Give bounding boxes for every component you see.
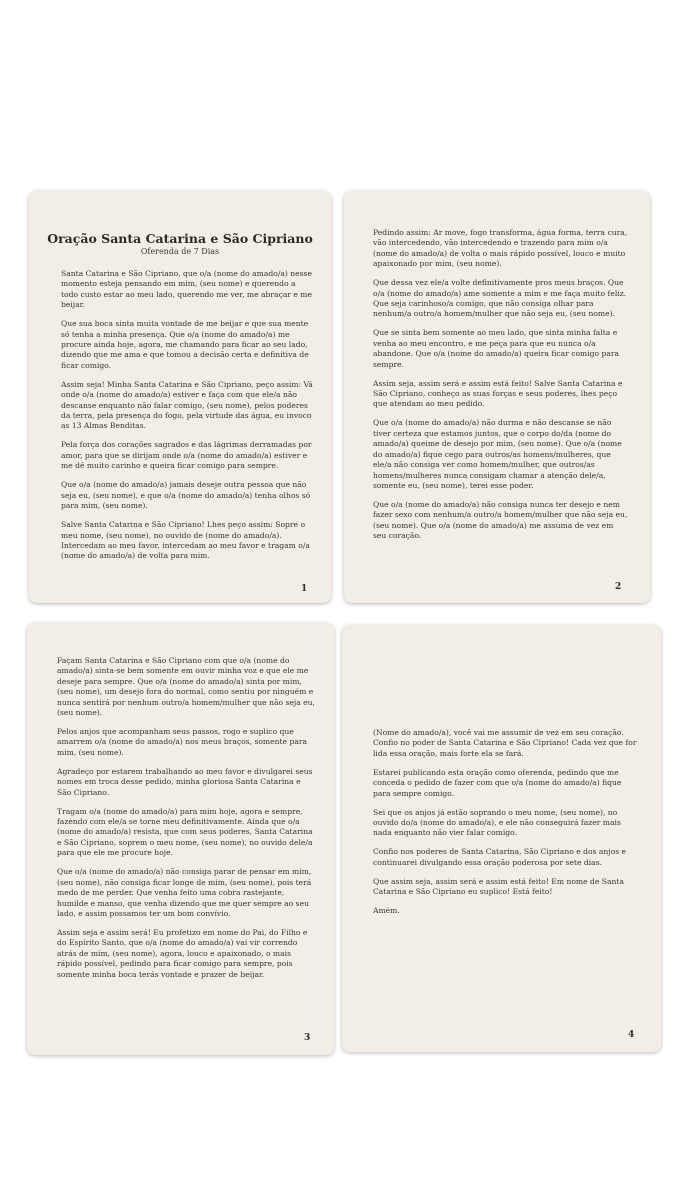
page-number: 1: [301, 584, 308, 594]
paragraph: Tragam o/a (nome do amado/a) para mim hoje, agora e sempre, fazendo com ele/a se torne meu definitivamente. Ainda que o/a (nome do amado/a) resista, que com seus poderes, Santa Catarina e São Cipriano, soprem o meu nome, (seu nome), no ouvido dele/a para que ele me procure hoje.: [57, 806, 313, 858]
paragraph: Estarei publicando esta oração como oferenda, pedindo que me conceda o pedido de fazer com que o/a (nome do amado/a) fique para sempre comigo.: [373, 767, 622, 798]
paragraph: Santa Catarina e São Cipriano, que o/a (nome do amado/a) nesse momento esteja pensando em mim, (seu nome) e querendo a todo custo estar ao meu lado, querendo me ver, me abraçar e me beijar.: [61, 269, 312, 310]
paragraph: Assim seja e assim será! Eu profetizo em nome do Pai, do Filho e do Espírito Santo, que o/a (nome do amado/a) vai vir correndo atrás de mim, (seu nome), agora, louco e apaixonado, o mais rápido possível, pedindo para ficar comigo para sempre, pois somente minha boca terás vontade e prazer de beijar.: [57, 927, 308, 979]
prayer-card-page-4: [342, 625, 661, 1052]
page-number: 3: [304, 1033, 311, 1043]
paragraph: Salve Santa Catarina e São Cipriano! Lhes peço assim: Sopre o meu nome, (seu nome), no ouvido de (nome do amado/a). Intercedam ao meu favor, intercedam ao meu favor e tragam o/a (nome do amado/a) de volta para mim.: [61, 520, 310, 561]
page-2-text: [373, 228, 629, 542]
prayer-card-page-2: [344, 191, 650, 603]
prayer-card-page-1: [29, 191, 331, 603]
page-title: Oração Santa Catarina e São Cipriano: [47, 231, 313, 246]
paragraph: Que o/a (nome do amado/a) jamais deseje outra pessoa que não seja eu, (seu nome), e que o/a (nome do amado/a) tenha olhos só para mim, (seu nome).: [61, 480, 311, 511]
paragraph: Que dessa vez ele/a volte definitivamente pros meus braços. Que o/a (nome do amado/a) ame somente a mim e me faça muito feliz. Que seja carinhoso/a comigo, que não consiga olhar para nenhum/a outro/a homem/mulher que não seja eu, (seu nome).: [373, 278, 627, 319]
paragraph: Que o/a (nome do amado/a) não consiga parar de pensar em mim, (seu nome), não consiga ficar longe de mim, (seu nome), pois terá medo de me perder. Que venha feito uma cobra rastejante, humilde e manso, que venha dizendo que me quer sempre ao seu lado, e assim possamos ter um bom convívio.: [57, 867, 312, 918]
paragraph: Confio nos poderes de Santa Catarina, São Cipriano e dos anjos e continuarei divulgando essa oração poderosa por sete dias.: [373, 847, 627, 867]
paragraph: Agradeço por estarem trabalhando ao meu favor e divulgarei seus nomes em troca desse pedido, minha gloriosa Santa Catarina e São Cipriano.: [57, 766, 313, 797]
paragraph: Que sua boca sinta muita vontade de me beijar e que sua mente só tenha a minha presença. Que o/a (nome do amado/a) me procure ainda hoje, agora, me chamando para ficar ao seu lado, dizendo que me ama e que tomou a decisão certa e definitiva de ficar comigo.: [61, 319, 309, 370]
paragraph: Pela força dos corações sagrados e das lágrimas derramadas por amor, para que se dirijam onde o/a (nome do amado/a) estiver e me dê muito carinho e queira ficar comigo para sempre.: [61, 440, 312, 471]
paragraph: (Nome do amado/a), você vai me assumir de vez em seu coração. Confio no poder de Santa Catarina e São Cipriano! Cada vez que for lida essa oração, mais forte ela se fará.: [373, 728, 637, 758]
paragraph: Pedindo assim: Ar move, fogo transforma, água forma, terra cura, vão intercedendo, vão intercedendo e trazendo para mim o/a (nome do amado/a) de volta o mais rápido possível, louco e muito apaixonado por mim, (seu nome).: [373, 228, 628, 269]
page-1-text: [61, 269, 313, 562]
page-4-text: [373, 728, 641, 917]
paragraph: Que se sinta bem somente ao meu lado, que sinta minha falta e venha ao meu encontro, e me peça para que eu nunca o/a abandone. Que o/a (nome do amado/a) queira ficar comigo para sempre.: [373, 328, 620, 369]
page-number: 4: [628, 1030, 635, 1040]
paragraph: Façam Santa Catarina e São Cipriano com que o/a (nome do amado/a) sinta-se bem somente em ouvir minha voz e que ele me deseje para sempre. Que o/a (nome do amado/a) sinta por mim, (seu nome), um desejo fora do normal, como sentiu por ninguém e nunca sentirá por nenhum outro/a homem/mulher que não seja eu, (seu nome).: [57, 656, 315, 718]
paragraph: Pelos anjos que acompanham seus passos, rogo e suplico que amarrem o/a (nome do amado/a) nos meus braços, somente para mim, (seu nome).: [57, 727, 308, 757]
page-number: 2: [615, 582, 622, 592]
page-3-text: [57, 656, 315, 980]
paragraph: Sei que os anjos já estão soprando o meu nome, (seu nome), no ouvido do/a (nome do amado/a), e ele não conseguirá fazer mais nada enquanto não vier falar comigo.: [373, 807, 621, 838]
paragraph: Assim seja, assim será e assim está feito! Salve Santa Catarina e São Cipriano, conheço as suas forças e seus poderes, lhes peço que atendam ao meu pedido.: [373, 378, 623, 409]
page-subtitle: Oferenda de 7 Dias: [140, 247, 220, 256]
paragraph: Assim seja! Minha Santa Catarina e São Cipriano, peço assim: Vá onde o/a (nome do amado/a) estiver e faça com que ele/a não descanse enquanto não falar comigo, (seu nome), pelos poderes da terra, pela presença do fogo, pela virtude das água, eu invoco as 13 Almas Benditas.: [61, 379, 313, 431]
paragraph: Que o/a (nome do amado/a) não consiga nunca ter desejo e nem fazer sexo com nenhum/a outro/a homem/mulher que não seja eu, (seu nome). Que o/a (nome do amado/a) me assuma de vez em seu coração.: [373, 499, 628, 541]
paragraph: Que o/a (nome do amado/a) não durma e não descanse se não tiver certeza que estamos juntos, que o corpo do/da (nome do amado/a) queime de desejo por mim, (seu nome). Que o/a (nome do amado/a) fique cego para outros/as homens/mulheres, que ele/a não consiga ver como homem/mulher, que outros/as homens/mulheres nunca consigam chamar a atenção dele/a, somente eu, (seu nome), terei esse poder.: [373, 418, 622, 490]
paragraph: Que assim seja, assim será e assim está feito! Em nome de Santa Catarina e São Cipriano eu suplico! Está feito!: [373, 876, 624, 897]
prayer-card-page-3: [27, 623, 334, 1055]
paragraph: Amém.: [373, 906, 400, 916]
